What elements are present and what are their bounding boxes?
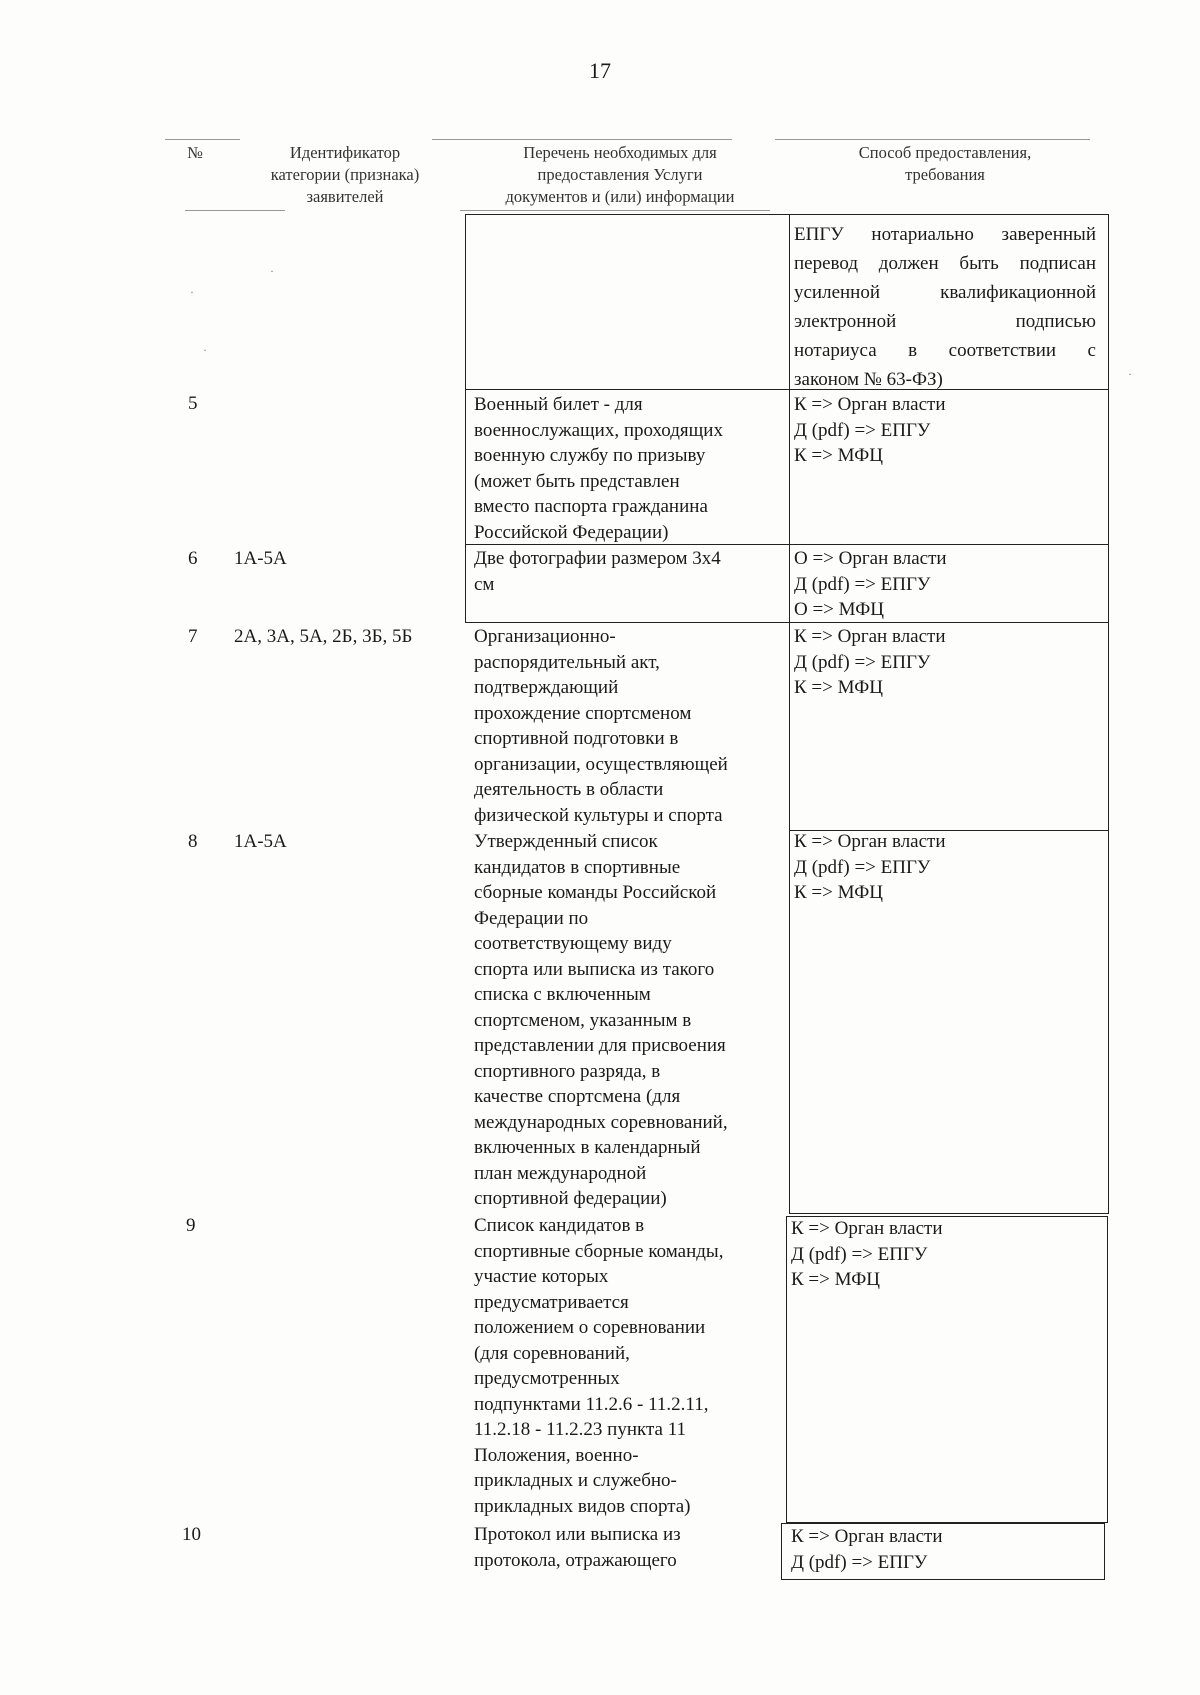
header-method: Способ предоставления, требования — [858, 143, 1032, 184]
continuation-method-text: ЕПГУ нотариально заверенный перевод должен быть подписан усиленной квалификационной электронной подписью нотариуса в соответствии с законом № 63-ФЗ) — [794, 224, 1096, 390]
row-6-docs: Две фотографии размером 3х4 см — [474, 548, 721, 595]
row-6-method: О => Орган власти Д (pdf) => ЕПГУ О => МФЦ — [794, 548, 947, 620]
row-7-num: 7 — [188, 626, 198, 647]
row-10-method: К => Орган власти Д (pdf) => ЕПГУ — [791, 1526, 943, 1573]
header-ident: Идентификатор категории (признака) заявителей — [270, 143, 420, 206]
row-9-docs: Список кандидатов в спортивные сборные команды, участие которых предусматривается положением о соревновании (для соревнований, предусмотренных подпунктами 11.2.6 - 11.2.11, 11.2.18 - 11.2.23 пункта 11 Положения, военно- прикладных и служебно- прикладных видов спорта) — [474, 1215, 724, 1517]
row-6-ident: 1А-5А — [234, 548, 287, 569]
row-7-ident: 2А, 3А, 5А, 2Б, 3Б, 5Б — [234, 626, 413, 647]
row-5-docs: Военный билет - для военнослужащих, проходящих военную службу по призыву (может быть представлен вместо паспорта гражданина Российской Федерации) — [474, 394, 723, 543]
page-number: 17 — [589, 58, 611, 83]
row-8-method: К => Орган власти Д (pdf) => ЕПГУ К => МФЦ — [794, 831, 946, 903]
scan-speck: · — [1128, 367, 1132, 381]
row-6-num: 6 — [188, 548, 198, 569]
table-header — [0, 142, 1200, 214]
row-10-num: 10 — [182, 1524, 201, 1545]
scan-speck: · — [190, 285, 194, 299]
header-num: № — [187, 143, 203, 162]
row-5-num: 5 — [188, 393, 198, 414]
continuation-docs-cell — [465, 214, 790, 390]
row-9-method: К => Орган власти Д (pdf) => ЕПГУ К => МФЦ — [791, 1218, 943, 1290]
row-10-docs: Протокол или выписка из протокола, отражающего — [474, 1524, 681, 1571]
row-5-method: К => Орган власти Д (pdf) => ЕПГУ К => МФЦ — [794, 394, 946, 466]
row-7-docs: Организационно- распорядительный акт, подтверждающий прохождение спортсменом спортивной подготовки в организации, осуществляющей деятельность в области физической культуры и спорта — [474, 626, 728, 826]
header-docs: Перечень необходимых для предоставления Услуги документов и (или) информации — [505, 143, 735, 206]
row-8-num: 8 — [188, 831, 198, 852]
row-7-method: К => Орган власти Д (pdf) => ЕПГУ К => МФЦ — [794, 626, 946, 698]
row-8-ident: 1А-5А — [234, 831, 287, 852]
scan-speck: · — [270, 264, 274, 278]
row-9-num: 9 — [186, 1215, 196, 1236]
scan-speck: · — [203, 343, 207, 357]
row-8-docs: Утвержденный список кандидатов в спортивные сборные команды Российской Федерации по соответствующему виду спорта или выписка из такого списка с включенным спортсменом, указанным в представлении для присвоения спортивного разряда, в качестве спортсмена (для международных соревнований, включенных в календарный план международной спортивной федерации) — [474, 831, 728, 1209]
